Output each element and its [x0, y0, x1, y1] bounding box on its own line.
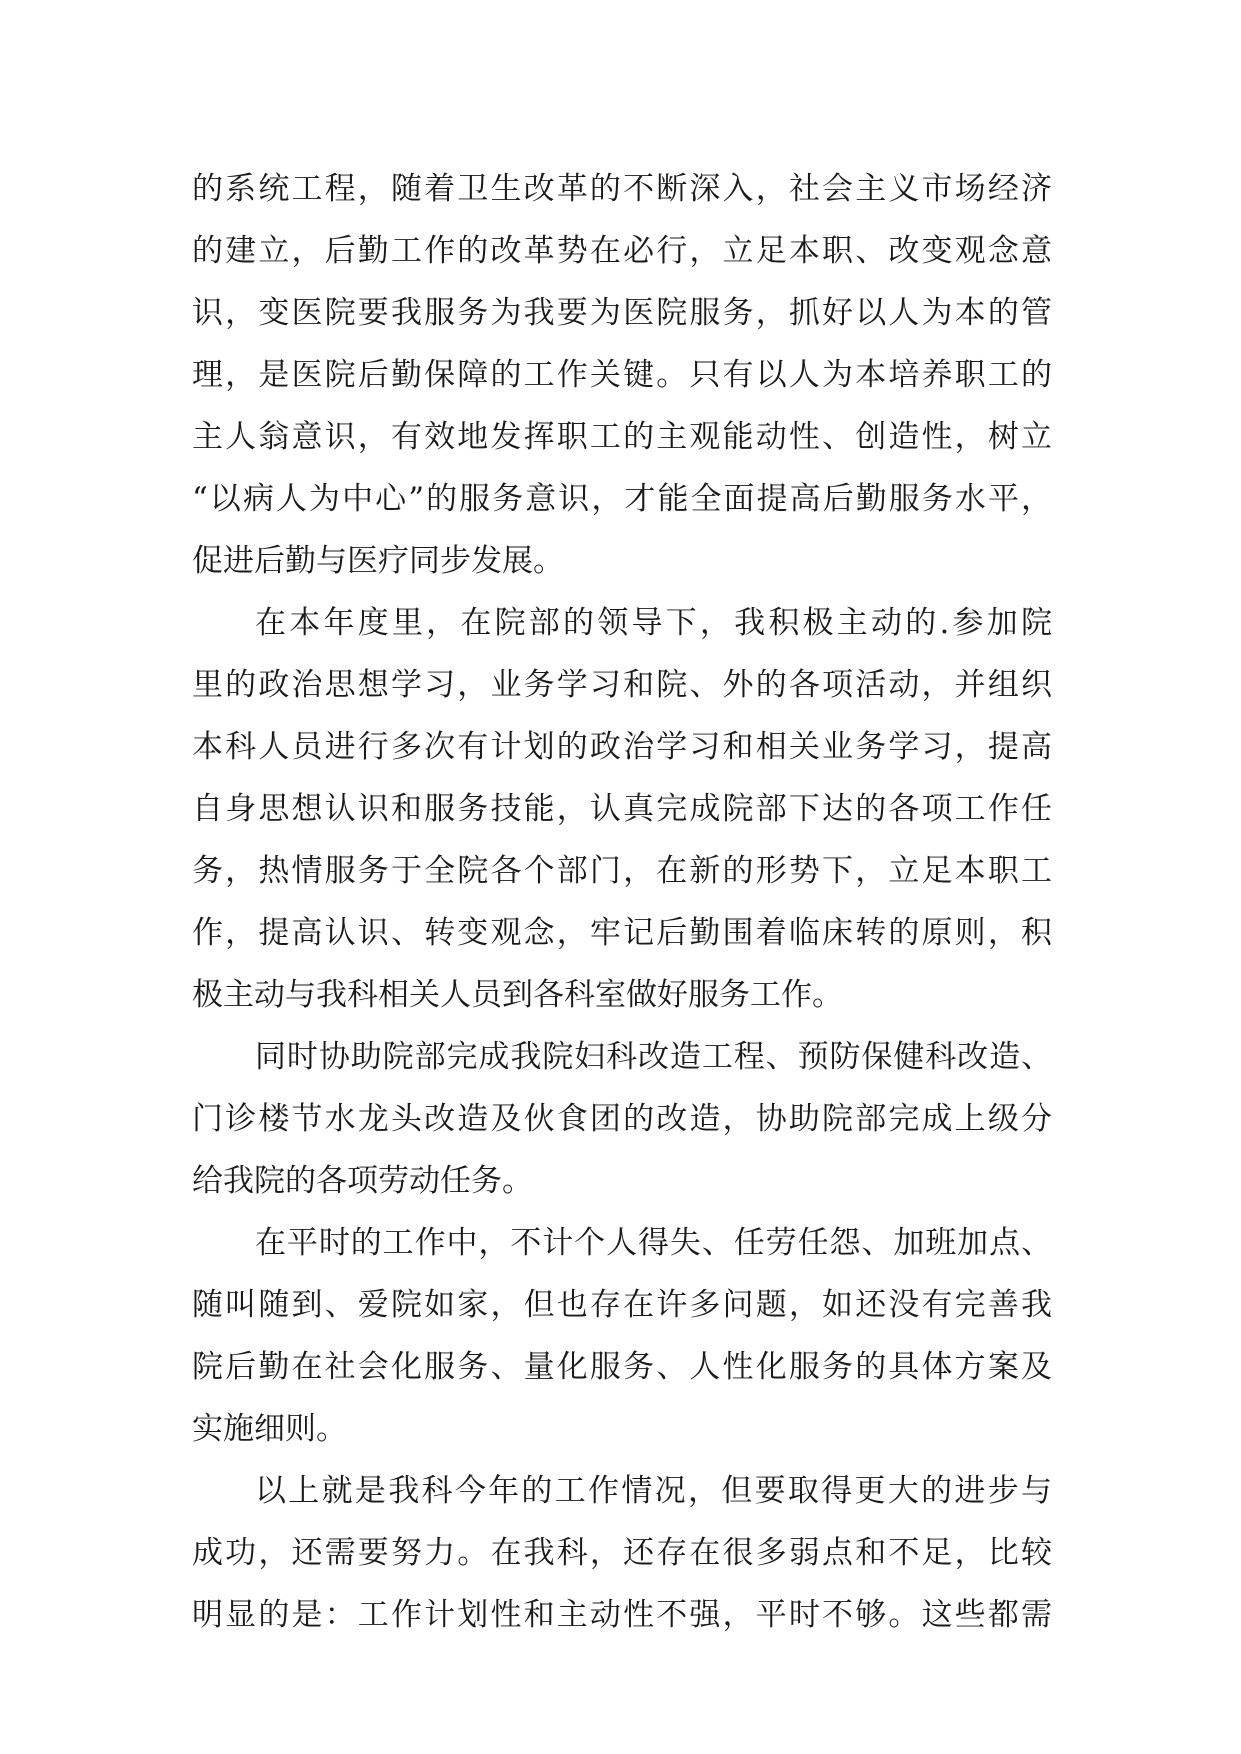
text-line: 随叫随到、爱院如家，但也存在许多问题，如还没有完善我 — [192, 1287, 1052, 1323]
text-line: 理，是医院后勤保障的工作关键。只有以人为本培养职工的 — [192, 357, 1052, 393]
text-line: 在本年度里，在院部的领导下，我积极主动的.参加院 — [255, 605, 1052, 641]
text-line: 明显的是：工作计划性和主动性不强，平时不够。这些都需 — [192, 1597, 1052, 1633]
text-line: 在平时的工作中，不计个人得失、任劳任怨、加班加点、 — [255, 1225, 1052, 1261]
text-line: 以上就是我科今年的工作情况，但要取得更大的进步与 — [255, 1473, 1052, 1509]
text-line: “以病人为中心”的服务意识，才能全面提高后勤服务水平， — [192, 481, 1052, 517]
text-line: 自身思想认识和服务技能，认真完成院部下达的各项工作任 — [192, 791, 1052, 827]
text-line: 的建立，后勤工作的改革势在必行，立足本职、改变观念意 — [192, 233, 1052, 269]
text-line: 里的政治思想学习，业务学习和院、外的各项活动，并组织 — [192, 667, 1052, 703]
paragraph-4 — [192, 1212, 1052, 1460]
text-line: 务，热情服务于全院各个部门，在新的形势下，立足本职工 — [192, 853, 1052, 889]
paragraph-1 — [192, 158, 1052, 592]
text-line: 给我院的各项劳动任务。 — [192, 1163, 533, 1199]
text-line: 同时协助院部完成我院妇科改造工程、预防保健科改造、 — [255, 1039, 1052, 1075]
paragraph-5 — [192, 1460, 1052, 1646]
paragraph-2 — [192, 592, 1052, 1026]
text-line: 实施细则。 — [192, 1411, 347, 1447]
text-line: 主人翁意识，有效地发挥职工的主观能动性、创造性，树立 — [192, 419, 1052, 455]
text-line: 门诊楼节水龙头改造及伙食团的改造，协助院部完成上级分 — [192, 1101, 1052, 1137]
text-line: 本科人员进行多次有计划的政治学习和相关业务学习，提高 — [192, 729, 1052, 765]
document-body — [192, 158, 1052, 1646]
text-line: 作，提高认识、转变观念，牢记后勤围着临床转的原则，积 — [192, 915, 1052, 951]
text-line: 极主动与我科相关人员到各科室做好服务工作。 — [192, 977, 843, 1013]
text-line: 识，变医院要我服务为我要为医院服务，抓好以人为本的管 — [192, 295, 1052, 331]
text-line: 成功，还需要努力。在我科，还存在很多弱点和不足，比较 — [192, 1535, 1052, 1571]
text-line: 院后勤在社会化服务、量化服务、人性化服务的具体方案及 — [192, 1349, 1052, 1385]
text-line: 促进后勤与医疗同步发展。 — [192, 543, 564, 579]
paragraph-3 — [192, 1026, 1052, 1212]
text-line: 的系统工程，随着卫生改革的不断深入，社会主义市场经济 — [192, 171, 1052, 207]
